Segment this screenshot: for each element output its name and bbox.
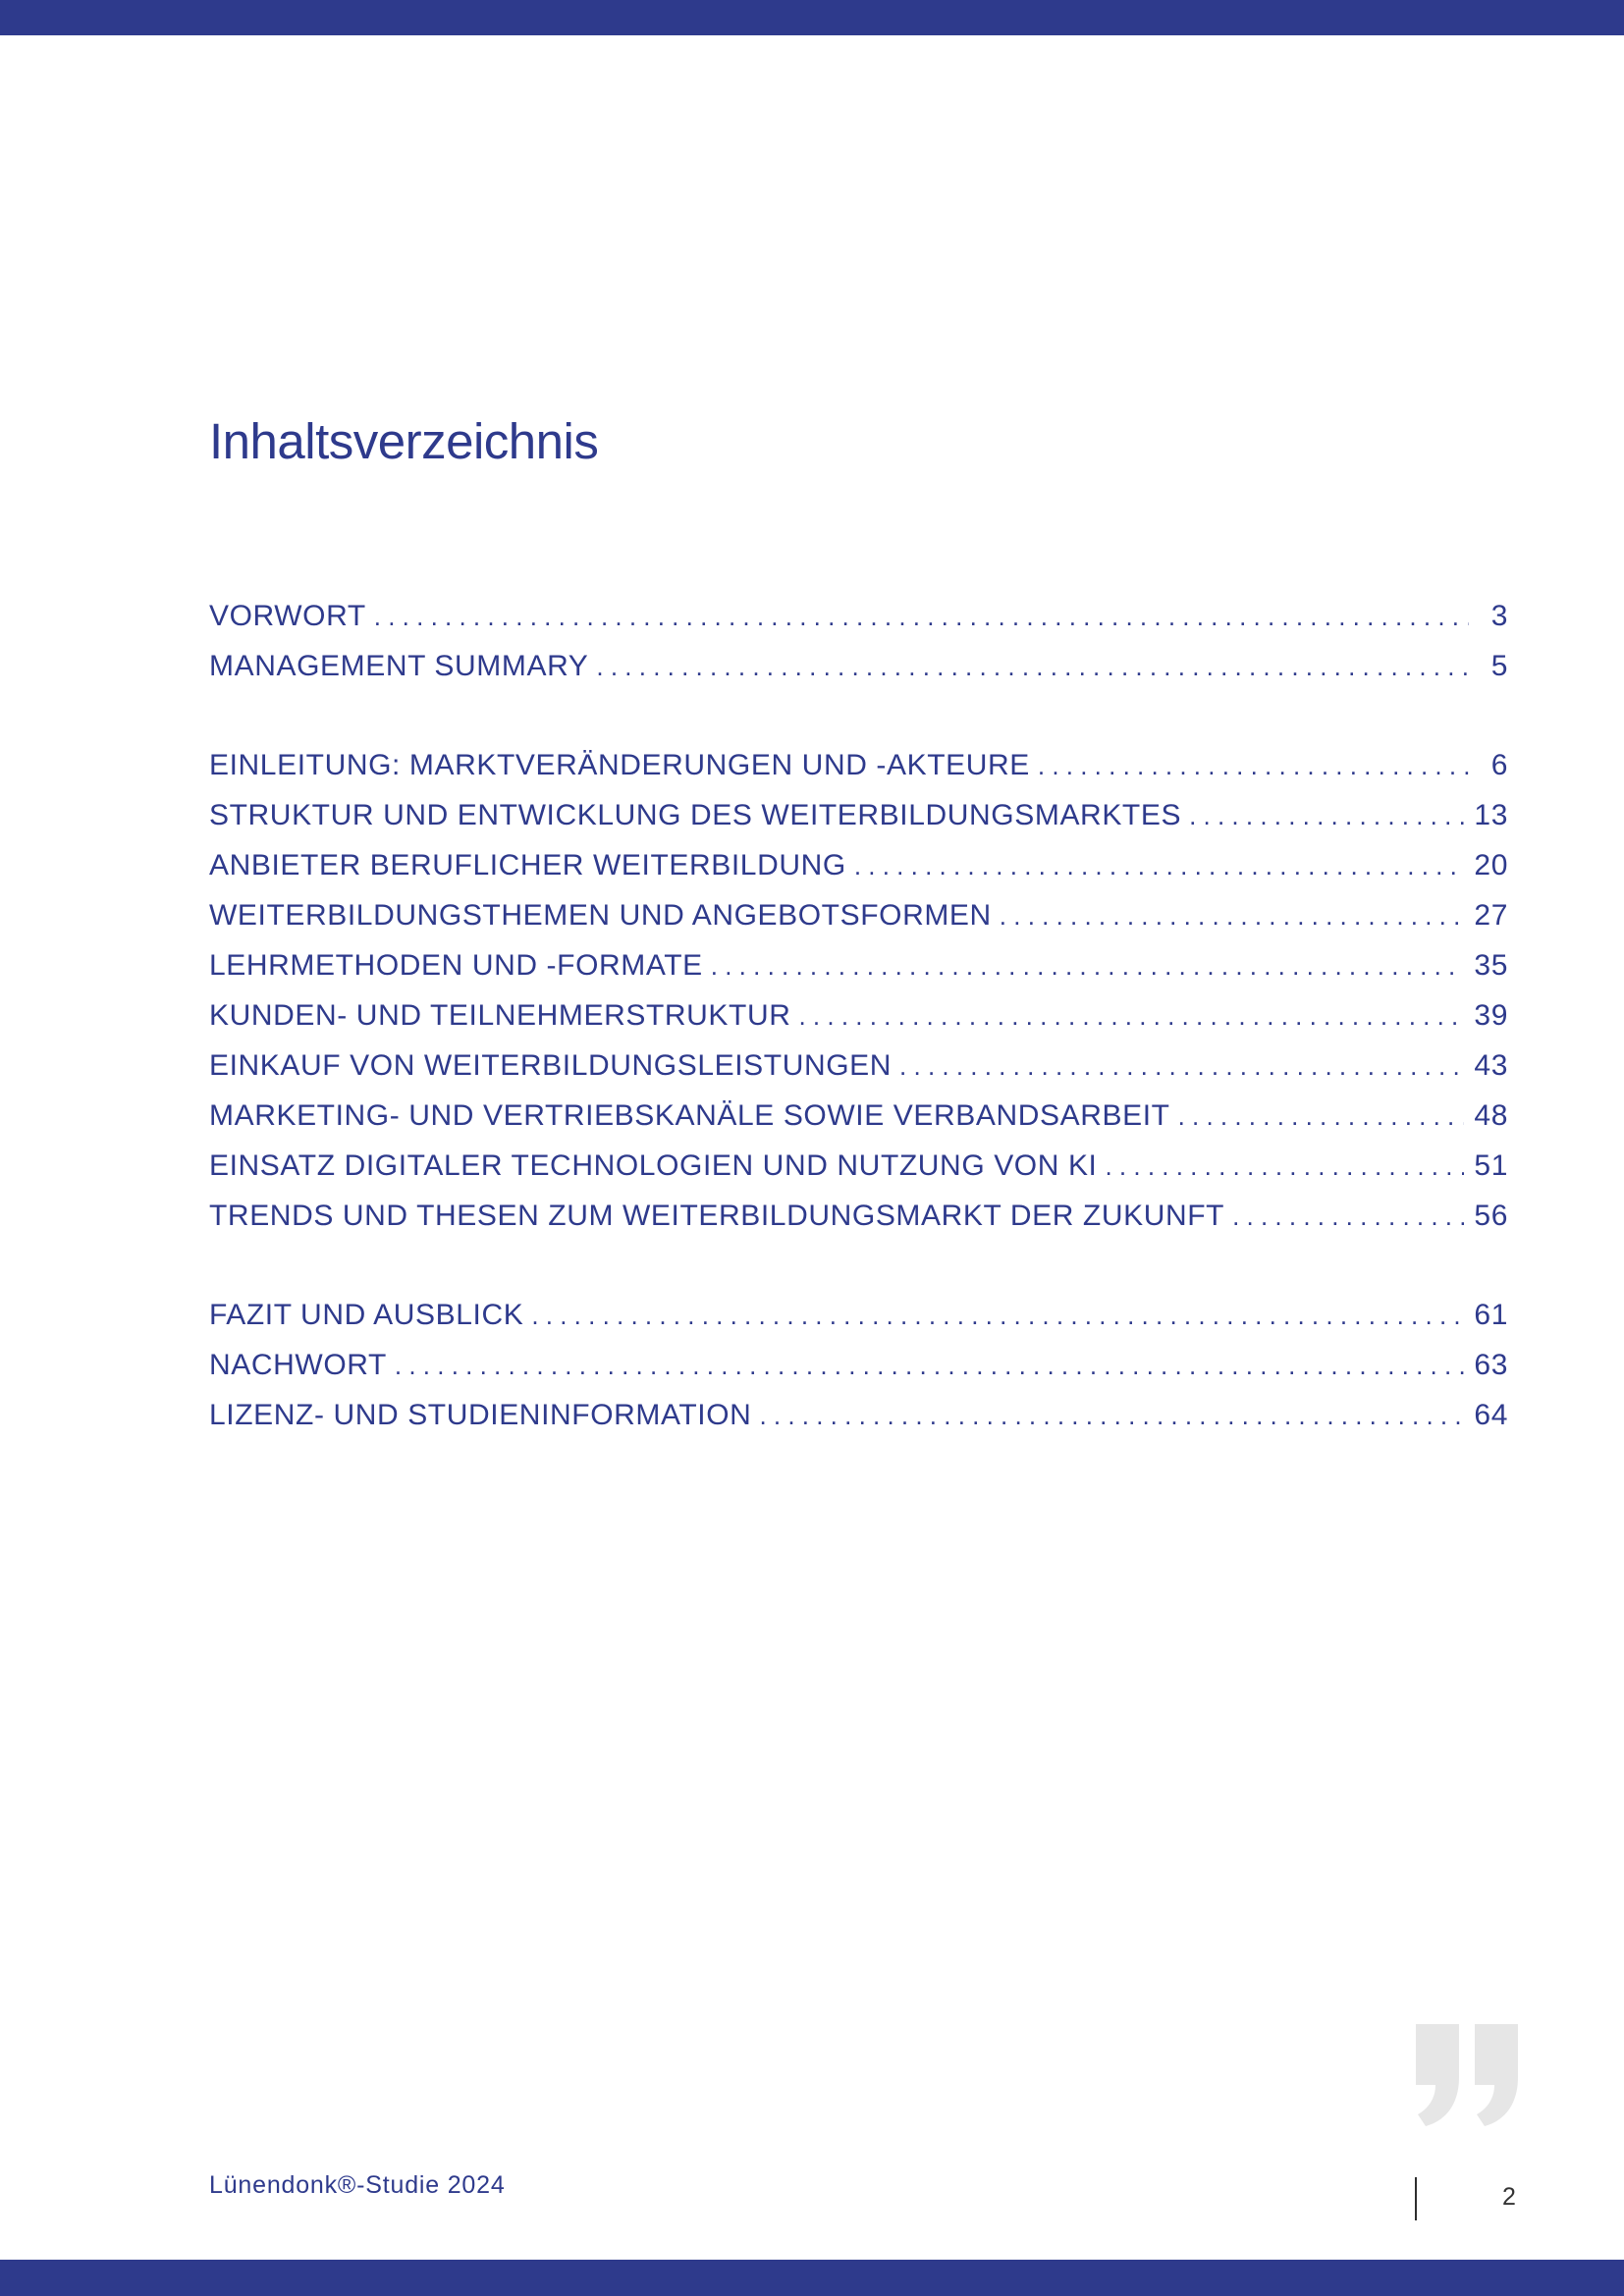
- toc-entry-label: LEHRMETHODEN UND -FORMATE: [209, 949, 703, 982]
- toc-entry-page-number: 27: [1474, 899, 1508, 932]
- toc-entry-page-number: 20: [1474, 849, 1508, 881]
- toc-dot-leader: [759, 1391, 1464, 1441]
- toc-group-chapters: [209, 740, 1508, 1241]
- footer-divider: [1415, 2177, 1417, 2220]
- toc-entry-page-number: 3: [1490, 600, 1508, 632]
- top-brand-bar: [0, 0, 1624, 35]
- toc-entry[interactable]: [209, 1041, 1508, 1091]
- toc-dot-leader: [711, 941, 1465, 991]
- toc-group-intro: [209, 591, 1508, 691]
- toc-dot-leader: [1000, 891, 1465, 941]
- toc-entry[interactable]: [209, 1340, 1508, 1390]
- toc-group-closing: [209, 1290, 1508, 1440]
- toc-entry-page-number: 63: [1474, 1349, 1508, 1381]
- toc-entry[interactable]: [209, 790, 1508, 840]
- toc-entry-label: LIZENZ- UND STUDIENINFORMATION: [209, 1399, 752, 1431]
- toc-entry-label: EINSATZ DIGITALER TECHNOLOGIEN UND NUTZUNG VON KI: [209, 1149, 1098, 1182]
- closing-quote-icon: [1412, 2024, 1522, 2126]
- toc-entry-page-number: 6: [1490, 749, 1508, 781]
- toc-entry-label: ANBIETER BERUFLICHER WEITERBILDUNG: [209, 849, 846, 881]
- toc-entry[interactable]: [209, 840, 1508, 890]
- toc-dot-leader: [1178, 1092, 1465, 1142]
- toc-entry-page-number: 43: [1474, 1049, 1508, 1082]
- toc-entry[interactable]: [209, 1141, 1508, 1191]
- footer-study-label: Lünendonk®-Studie 2024: [209, 2171, 506, 2199]
- toc-entry-label: FAZIT UND AUSBLICK: [209, 1299, 524, 1331]
- toc-entry[interactable]: [209, 890, 1508, 940]
- toc-dot-leader: [1105, 1142, 1464, 1192]
- toc-dot-leader: [854, 841, 1465, 891]
- toc-entry-label: EINLEITUNG: MARKTVERÄNDERUNGEN UND -AKTEURE: [209, 749, 1030, 781]
- page-number: 2: [1502, 2183, 1516, 2211]
- toc-entry[interactable]: [209, 1290, 1508, 1340]
- toc-entry-page-number: 35: [1474, 949, 1508, 982]
- toc-dot-leader: [798, 991, 1464, 1041]
- toc-entry-label: STRUKTUR UND ENTWICKLUNG DES WEITERBILDUNGSMARKTES: [209, 799, 1182, 831]
- toc-entry-label: NACHWORT: [209, 1349, 387, 1381]
- toc-entry-page-number: 5: [1490, 650, 1508, 682]
- toc-entry-page-number: 51: [1474, 1149, 1508, 1182]
- toc-entry-page-number: 48: [1474, 1099, 1508, 1132]
- toc-entry-label: KUNDEN- UND TEILNEHMERSTRUKTUR: [209, 999, 791, 1032]
- toc-dot-leader: [1232, 1192, 1464, 1242]
- toc-entry-label: MANAGEMENT SUMMARY: [209, 650, 589, 682]
- toc-entry[interactable]: [209, 591, 1508, 641]
- toc-entry[interactable]: [209, 641, 1508, 691]
- toc-entry[interactable]: [209, 1390, 1508, 1440]
- toc-entry-label: TRENDS UND THESEN ZUM WEITERBILDUNGSMARKT DER ZUKUNFT: [209, 1200, 1225, 1232]
- toc-entry[interactable]: [209, 990, 1508, 1041]
- toc-entry[interactable]: [209, 1091, 1508, 1141]
- page-title: Inhaltsverzeichnis: [209, 413, 599, 469]
- toc-entry-label: WEITERBILDUNGSTHEMEN UND ANGEBOTSFORMEN: [209, 899, 992, 932]
- toc-entry[interactable]: [209, 1191, 1508, 1241]
- toc-dot-leader: [1038, 741, 1469, 791]
- toc-entry-label: EINKAUF VON WEITERBILDUNGSLEISTUNGEN: [209, 1049, 893, 1082]
- toc-dot-leader: [374, 592, 1469, 642]
- table-of-contents: [209, 591, 1508, 1440]
- toc-entry[interactable]: [209, 940, 1508, 990]
- toc-entry-label: VORWORT: [209, 600, 366, 632]
- toc-dot-leader: [1189, 791, 1464, 841]
- toc-dot-leader: [899, 1041, 1464, 1092]
- toc-entry-page-number: 64: [1474, 1399, 1508, 1431]
- toc-entry-page-number: 56: [1474, 1200, 1508, 1232]
- toc-entry-page-number: 61: [1474, 1299, 1508, 1331]
- toc-entry-page-number: 39: [1474, 999, 1508, 1032]
- bottom-brand-bar: [0, 2260, 1624, 2296]
- toc-entry-page-number: 13: [1474, 799, 1508, 831]
- toc-dot-leader: [531, 1291, 1464, 1341]
- toc-entry-label: MARKETING- UND VERTRIEBSKANÄLE SOWIE VERBANDSARBEIT: [209, 1099, 1170, 1132]
- toc-dot-leader: [395, 1341, 1465, 1391]
- toc-entry[interactable]: [209, 740, 1508, 790]
- toc-dot-leader: [596, 642, 1469, 692]
